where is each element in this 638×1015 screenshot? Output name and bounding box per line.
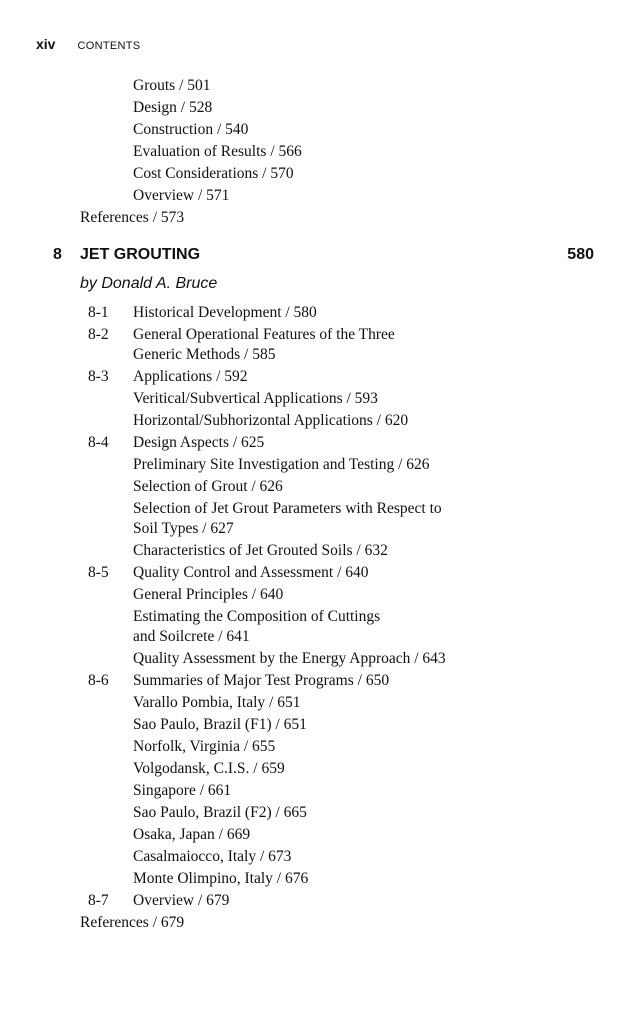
subsection-entry: Preliminary Site Investigation and Testing / 626 — [133, 456, 430, 473]
chapter-page: 580 — [567, 246, 594, 263]
subsection-entry-cont: and Soilcrete / 641 — [133, 628, 250, 645]
section-number: 8-5 — [88, 564, 109, 581]
subsection-entry: Characteristics of Jet Grouted Soils / 632 — [133, 542, 388, 559]
running-head: CONTENTS — [77, 40, 141, 52]
subsection-entry: Sao Paulo, Brazil (F2) / 665 — [133, 804, 307, 821]
section-number: 8-7 — [88, 892, 109, 909]
section-title: Summaries of Major Test Programs / 650 — [133, 672, 390, 689]
subsection-entry: Estimating the Composition of Cuttings — [133, 608, 381, 625]
subsection-entry: Veritical/Subvertical Applications / 593 — [133, 390, 378, 407]
subsection-entry: Selection of Jet Grout Parameters with Respect to — [133, 500, 442, 517]
section-number: 8-2 — [88, 326, 109, 343]
subsection-entry: Singapore / 661 — [133, 782, 232, 799]
subsection-entry: Varallo Pombia, Italy / 651 — [133, 694, 301, 711]
toc-entry: Design / 528 — [133, 99, 213, 116]
subsection-entry: Monte Olimpino, Italy / 676 — [133, 870, 309, 887]
subsection-entry: Norfolk, Virginia / 655 — [133, 738, 276, 755]
subsection-entry: Selection of Grout / 626 — [133, 478, 283, 495]
section-title: Design Aspects / 625 — [133, 434, 265, 451]
toc-references: References / 679 — [80, 914, 185, 931]
subsection-entry: Osaka, Japan / 669 — [133, 826, 251, 843]
page-number: xiv — [36, 36, 56, 52]
subsection-entry: Horizontal/Subhorizontal Applications / 620 — [133, 412, 409, 429]
chapter-title: JET GROUTING — [80, 246, 201, 263]
subsection-entry: Sao Paulo, Brazil (F1) / 651 — [133, 716, 307, 733]
subsection-entry: Casalmaiocco, Italy / 673 — [133, 848, 292, 865]
toc-entry: Overview / 571 — [133, 187, 230, 204]
chapter-author: by Donald A. Bruce — [80, 275, 218, 292]
chapter-number: 8 — [53, 246, 62, 263]
subsection-entry: Volgodansk, C.I.S. / 659 — [133, 760, 285, 777]
section-title: Historical Development / 580 — [133, 304, 317, 321]
section-number: 8-6 — [88, 672, 109, 689]
running-header — [36, 36, 140, 56]
section-number: 8-4 — [88, 434, 109, 451]
section-title: Overview / 679 — [133, 892, 230, 909]
section-title: General Operational Features of the Three — [133, 326, 395, 343]
subsection-entry: General Principles / 640 — [133, 586, 284, 603]
section-number: 8-1 — [88, 304, 109, 321]
subsection-entry: Quality Assessment by the Energy Approach / 643 — [133, 650, 446, 667]
toc-entry: Construction / 540 — [133, 121, 249, 138]
section-title: Quality Control and Assessment / 640 — [133, 564, 369, 581]
toc-entry: Evaluation of Results / 566 — [133, 143, 302, 160]
section-title: Applications / 592 — [133, 368, 248, 385]
toc-entry: Grouts / 501 — [133, 77, 211, 94]
subsection-entry-cont: Soil Types / 627 — [133, 520, 234, 537]
toc-references: References / 573 — [80, 209, 185, 226]
section-number: 8-3 — [88, 368, 109, 385]
section-title-cont: Generic Methods / 585 — [133, 346, 276, 363]
toc-entry: Cost Considerations / 570 — [133, 165, 294, 182]
